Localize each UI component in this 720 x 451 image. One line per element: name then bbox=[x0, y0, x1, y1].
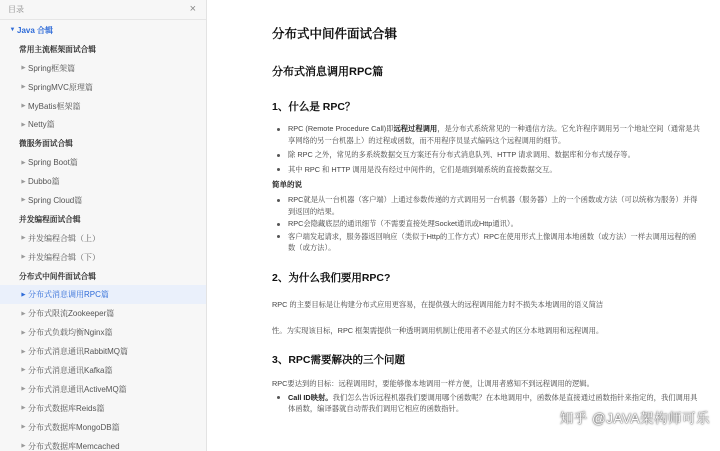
toc-item-label: Spring Boot篇 bbox=[28, 158, 78, 168]
caret-right-icon: ▶ bbox=[21, 329, 26, 336]
toc-item[interactable] bbox=[0, 21, 206, 40]
page-subtitle: 分布式消息调用RPC篇 bbox=[272, 66, 384, 78]
toc-header bbox=[0, 0, 206, 20]
toc-item[interactable] bbox=[0, 361, 206, 380]
toc-item-label: 分布式数据库Memcached bbox=[28, 441, 120, 451]
caret-right-icon: ▶ bbox=[21, 443, 26, 450]
toc-group-heading[interactable] bbox=[0, 40, 206, 59]
toc-item[interactable] bbox=[0, 248, 206, 267]
toc-item[interactable] bbox=[0, 323, 206, 342]
toc-item-label: 分布式消息通讯ActiveMQ篇 bbox=[28, 384, 127, 394]
toc-item-label: MyBatis框架篇 bbox=[28, 101, 81, 111]
list-item: RPC就是从一台机器（客户端）上通过参数传递的方式调用另一台机器（服务器）上的一个函数或方法（可以统称为服务）并得到返回的结果。 bbox=[272, 194, 700, 217]
toc-item-label: 微服务面试合辑 bbox=[19, 139, 73, 149]
toc-item[interactable] bbox=[0, 97, 206, 116]
caret-right-icon: ▶ bbox=[21, 386, 26, 393]
caret-right-icon: ▶ bbox=[21, 424, 26, 431]
section-heading-2: 2、为什么我们要用RPC? bbox=[272, 271, 391, 284]
toc-group-heading[interactable] bbox=[0, 267, 206, 286]
toc-item[interactable] bbox=[0, 437, 206, 451]
toc-item-label: Java 合辑 bbox=[17, 25, 54, 35]
caret-down-icon: ▼ bbox=[9, 27, 16, 34]
page-title: 分布式中间件面试合辑 bbox=[272, 27, 398, 41]
toc-item[interactable] bbox=[0, 229, 206, 248]
caret-right-icon: ▶ bbox=[21, 310, 26, 317]
section-heading-1: 1、什么是 RPC？ bbox=[272, 101, 356, 113]
toc-title: 目录 bbox=[8, 5, 24, 14]
caret-right-icon: ▶ bbox=[21, 84, 26, 91]
caret-right-icon: ▶ bbox=[21, 235, 26, 242]
toc-item[interactable] bbox=[0, 304, 206, 323]
list-item: Call ID映射。我们怎么告诉远程机器我们要调用哪个函数呢？在本地调用中，函数体是直接通过函数指针来指定的，我们调用具体函数，编译器就自动帮我们调用它相应的函数指针。 bbox=[272, 392, 700, 415]
caret-right-icon: ▶ bbox=[21, 121, 26, 128]
paragraph: RPC要达到的目标：远程调用时，要能够像本地调用一样方便，让调用者感知不到远程调用的逻辑。 bbox=[272, 378, 594, 388]
watermark: 知乎 @JAVA架构师可乐 bbox=[559, 411, 710, 426]
caret-right-icon: ▶ bbox=[21, 254, 26, 261]
toc-item[interactable] bbox=[0, 153, 206, 172]
toc-sidebar bbox=[0, 0, 207, 451]
toc-item[interactable] bbox=[0, 380, 206, 399]
list-item: 除 RPC 之外，常见的多系统数据交互方案还有分布式消息队列、HTTP 请求调用、数据库和分布式缓存等。 bbox=[272, 149, 700, 161]
toc-item[interactable] bbox=[0, 115, 206, 134]
toc-item[interactable] bbox=[0, 342, 206, 361]
toc-item[interactable] bbox=[0, 418, 206, 437]
caret-right-icon: ▶ bbox=[21, 197, 26, 204]
toc-item[interactable] bbox=[0, 172, 206, 191]
toc-item-label: 并发编程合辑（上） bbox=[28, 233, 100, 243]
list-item: RPC (Remote Procedure Call)即远程过程调用，是分布式系统常见的一种通信方法。它允许程序调用另一个地址空间（通常是共享网络的另一台机器上）的过程或函数，而不用程序员显式编码这个远程调用的细节。 bbox=[272, 123, 700, 146]
toc-item-label: Netty篇 bbox=[28, 120, 55, 130]
close-icon[interactable]: × bbox=[189, 3, 196, 15]
caret-right-icon: ▶ bbox=[21, 348, 26, 355]
toc-item-label: 分布式数据库Reids篇 bbox=[28, 403, 105, 413]
toc-item-label: 分布式数据库MongoDB篇 bbox=[28, 422, 120, 432]
paragraph: 性。为实现该目标，RPC 框架需提供一种透明调用机制让使用者不必显式的区分本地调用和远程调用。 bbox=[272, 325, 604, 335]
toc-group-heading[interactable] bbox=[0, 210, 206, 229]
toc-item[interactable] bbox=[0, 78, 206, 97]
simple-list bbox=[272, 194, 700, 254]
list-item: 其中 RPC 和 HTTP 调用是没有经过中间件的，它们是端到端系统的直接数据交互。 bbox=[272, 164, 700, 176]
toc-item-label: 分布式消息通讯RabbitMQ篇 bbox=[28, 347, 129, 357]
toc-item-label: 并发编程合辑（下） bbox=[28, 252, 100, 262]
toc-item-label: 分布式消息调用RPC篇 bbox=[28, 290, 109, 300]
toc-list bbox=[0, 20, 206, 451]
toc-item-label: 并发编程面试合辑 bbox=[19, 214, 81, 224]
toc-item-label: 分布式消息通讯Kafka篇 bbox=[28, 365, 113, 375]
toc-item[interactable] bbox=[0, 59, 206, 78]
list-item: 客户端发起请求，服务器返回响应（类似于Http的工作方式）RPC在使用形式上像调用本地函数（或方法）一样去调用远程的函数（或方法）。 bbox=[272, 231, 700, 254]
toc-item-label: Spring Cloud篇 bbox=[28, 195, 83, 205]
caret-right-icon: ▶ bbox=[21, 65, 26, 72]
toc-group-heading[interactable] bbox=[0, 134, 206, 153]
toc-item-label: Spring框架篇 bbox=[28, 63, 76, 73]
caret-right-icon: ▶ bbox=[21, 178, 26, 185]
simple-label: 简单的说 bbox=[272, 180, 302, 189]
toc-item-label: 分布式中间件面试合辑 bbox=[19, 271, 96, 281]
toc-item-label: SpringMVC原理篇 bbox=[28, 82, 93, 92]
caret-right-icon: ▶ bbox=[21, 291, 26, 298]
section-heading-3: 3、RPC需要解决的三个问题 bbox=[272, 353, 406, 366]
toc-item[interactable] bbox=[0, 191, 206, 210]
toc-item[interactable] bbox=[0, 399, 206, 418]
toc-item-label: Dubbo篇 bbox=[28, 177, 60, 187]
toc-item-label: 常用主流框架面试合辑 bbox=[19, 44, 96, 54]
toc-item-label: 分布式限流Zookeeper篇 bbox=[28, 309, 115, 319]
toc-item-label: 分布式负载均衡Nginx篇 bbox=[28, 328, 113, 338]
paragraph: RPC 的主要目标是让构建分布式应用更容易，在提供强大的远程调用能力时不损失本地调用的语义简洁 bbox=[272, 299, 604, 309]
section1-list bbox=[272, 123, 700, 175]
article-main bbox=[208, 0, 720, 451]
list-item: RPC会隐藏底层的通讯细节（不需要直接处理Socket通讯或Http通讯）。 bbox=[272, 218, 700, 230]
caret-right-icon: ▶ bbox=[21, 367, 26, 374]
caret-right-icon: ▶ bbox=[21, 405, 26, 412]
caret-right-icon: ▶ bbox=[21, 159, 26, 166]
article-content bbox=[208, 24, 720, 415]
caret-right-icon: ▶ bbox=[21, 103, 26, 109]
toc-item[interactable] bbox=[0, 285, 206, 304]
